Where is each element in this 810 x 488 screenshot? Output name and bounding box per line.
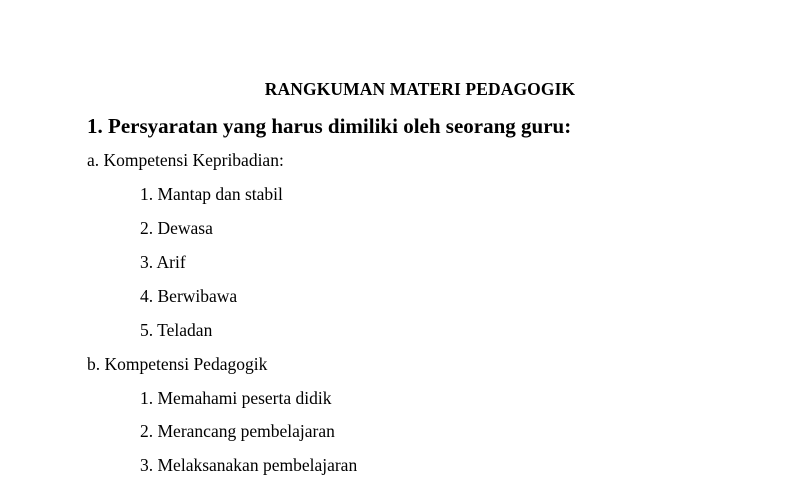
list-item: 1. Memahami peserta didik <box>140 388 332 408</box>
list-item: 4. Berwibawa <box>140 286 238 306</box>
list-item: 1. Mantap dan stabil <box>140 184 283 204</box>
subsection-heading-kepribadian: a. Kompetensi Kepribadian: <box>87 150 284 170</box>
list-item: 5. Teladan <box>140 320 213 340</box>
list-item: 2. Dewasa <box>140 218 213 238</box>
document-title: RANGKUMAN MATERI PEDAGOGIK <box>264 79 576 99</box>
list-item: 3. Arif <box>140 252 186 272</box>
subsection-heading-pedagogik: b. Kompetensi Pedagogik <box>87 354 268 374</box>
list-item: 2. Merancang pembelajaran <box>140 421 335 441</box>
list-item: 3. Melaksanakan pembelajaran <box>140 455 358 475</box>
section-heading: 1. Persyaratan yang harus dimiliki oleh seorang guru: <box>87 114 572 138</box>
